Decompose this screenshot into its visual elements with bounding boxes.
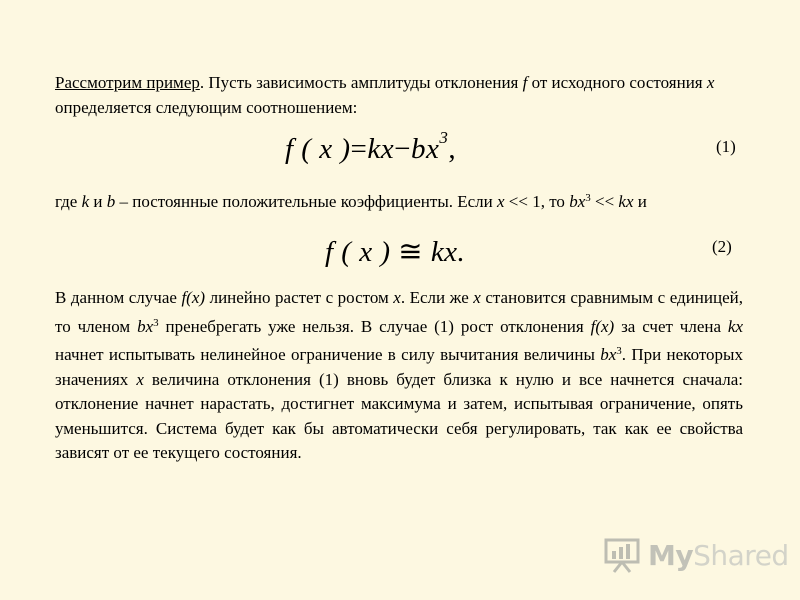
formula-1-bx: bx [410, 133, 440, 165]
body-paragraph [55, 286, 743, 466]
para-part: начнет испытывать нелинейное ограничение в силу вычитания величины [55, 345, 601, 364]
equals-sign: = [350, 133, 368, 165]
var-kx: kx [618, 192, 634, 211]
equation-number-1: (1) [716, 137, 736, 156]
equation-number-2: (2) [712, 237, 732, 256]
para-part: . При некоторых значениях [55, 345, 743, 389]
var-k: k [81, 192, 90, 211]
formula-1-lhs: f ( x ) [285, 133, 351, 165]
middle-part: где [55, 192, 82, 211]
formula-1-kx: kx [367, 133, 395, 165]
var-bx: bx [569, 192, 586, 211]
intro-text [55, 71, 743, 120]
middle-part: << [590, 192, 619, 211]
var-x: x [473, 288, 481, 307]
formula-2-lhs: f ( x ) [325, 236, 391, 268]
power: 3 [585, 192, 591, 204]
var-bx: bx [137, 316, 154, 336]
var-x: x [706, 73, 715, 92]
para-part: величина отклонения (1) вновь будет близка к нулю и все начнется сначала: отклонение начнет нарастать, достигнет максимума и затем, испытывая ограничение, опять уменьшится. Система будет как бы автоматически себя регулировать, так как ее свойства зависят от ее текущего состояния. [55, 369, 743, 462]
intro-part: от исходного состояния [527, 73, 707, 92]
var-fx: f(x) [181, 288, 206, 307]
para-part: В данном случае [55, 288, 182, 307]
formula-1 [285, 128, 456, 166]
para-part: линейно растет с ростом [205, 288, 394, 307]
presentation-board-icon [604, 537, 642, 573]
power: 3 [153, 316, 159, 329]
var-x: x [136, 369, 144, 389]
var-b: b [106, 192, 116, 211]
intro-underlined: Рассмотрим пример [55, 73, 200, 92]
middle-text [55, 186, 743, 215]
power: 3 [616, 345, 622, 357]
para-part: становится сравнимым с единицей, то членом [55, 288, 743, 336]
para-part: пренебрегать уже нельзя. В случае (1) рост отклонения [158, 316, 591, 336]
var-kx: kx [727, 316, 743, 336]
middle-part: << 1, то [504, 192, 570, 211]
middle-part: и [633, 192, 647, 211]
approx-sign: ≅ [398, 236, 424, 268]
var-fx: f(x) [590, 316, 615, 336]
var-f: f [522, 73, 528, 92]
myshared-logo-text [648, 539, 789, 572]
minus-sign: − [394, 133, 411, 165]
logo-text-my: My [648, 538, 694, 572]
var-bx: bx [600, 345, 617, 364]
formula-1-power: 3 [439, 128, 449, 147]
intro-part: определяется следующим соотношением: [55, 97, 358, 117]
logo-text-shared: Shared [693, 538, 789, 572]
para-part: . Если же [400, 288, 474, 307]
var-x: x [497, 192, 505, 211]
formula-1-comma: , [448, 133, 457, 165]
para-part: за счет члена [614, 316, 728, 336]
intro-part: . Пусть зависимость амплитуды отклонения [199, 73, 523, 92]
middle-part: – постоянные положительные коэффициенты. Если [115, 192, 497, 211]
formula-2 [325, 234, 465, 269]
formula-2-rhs: kx. [430, 236, 466, 268]
middle-part: и [89, 192, 107, 211]
myshared-watermark [604, 535, 789, 575]
var-x: x [393, 288, 401, 307]
